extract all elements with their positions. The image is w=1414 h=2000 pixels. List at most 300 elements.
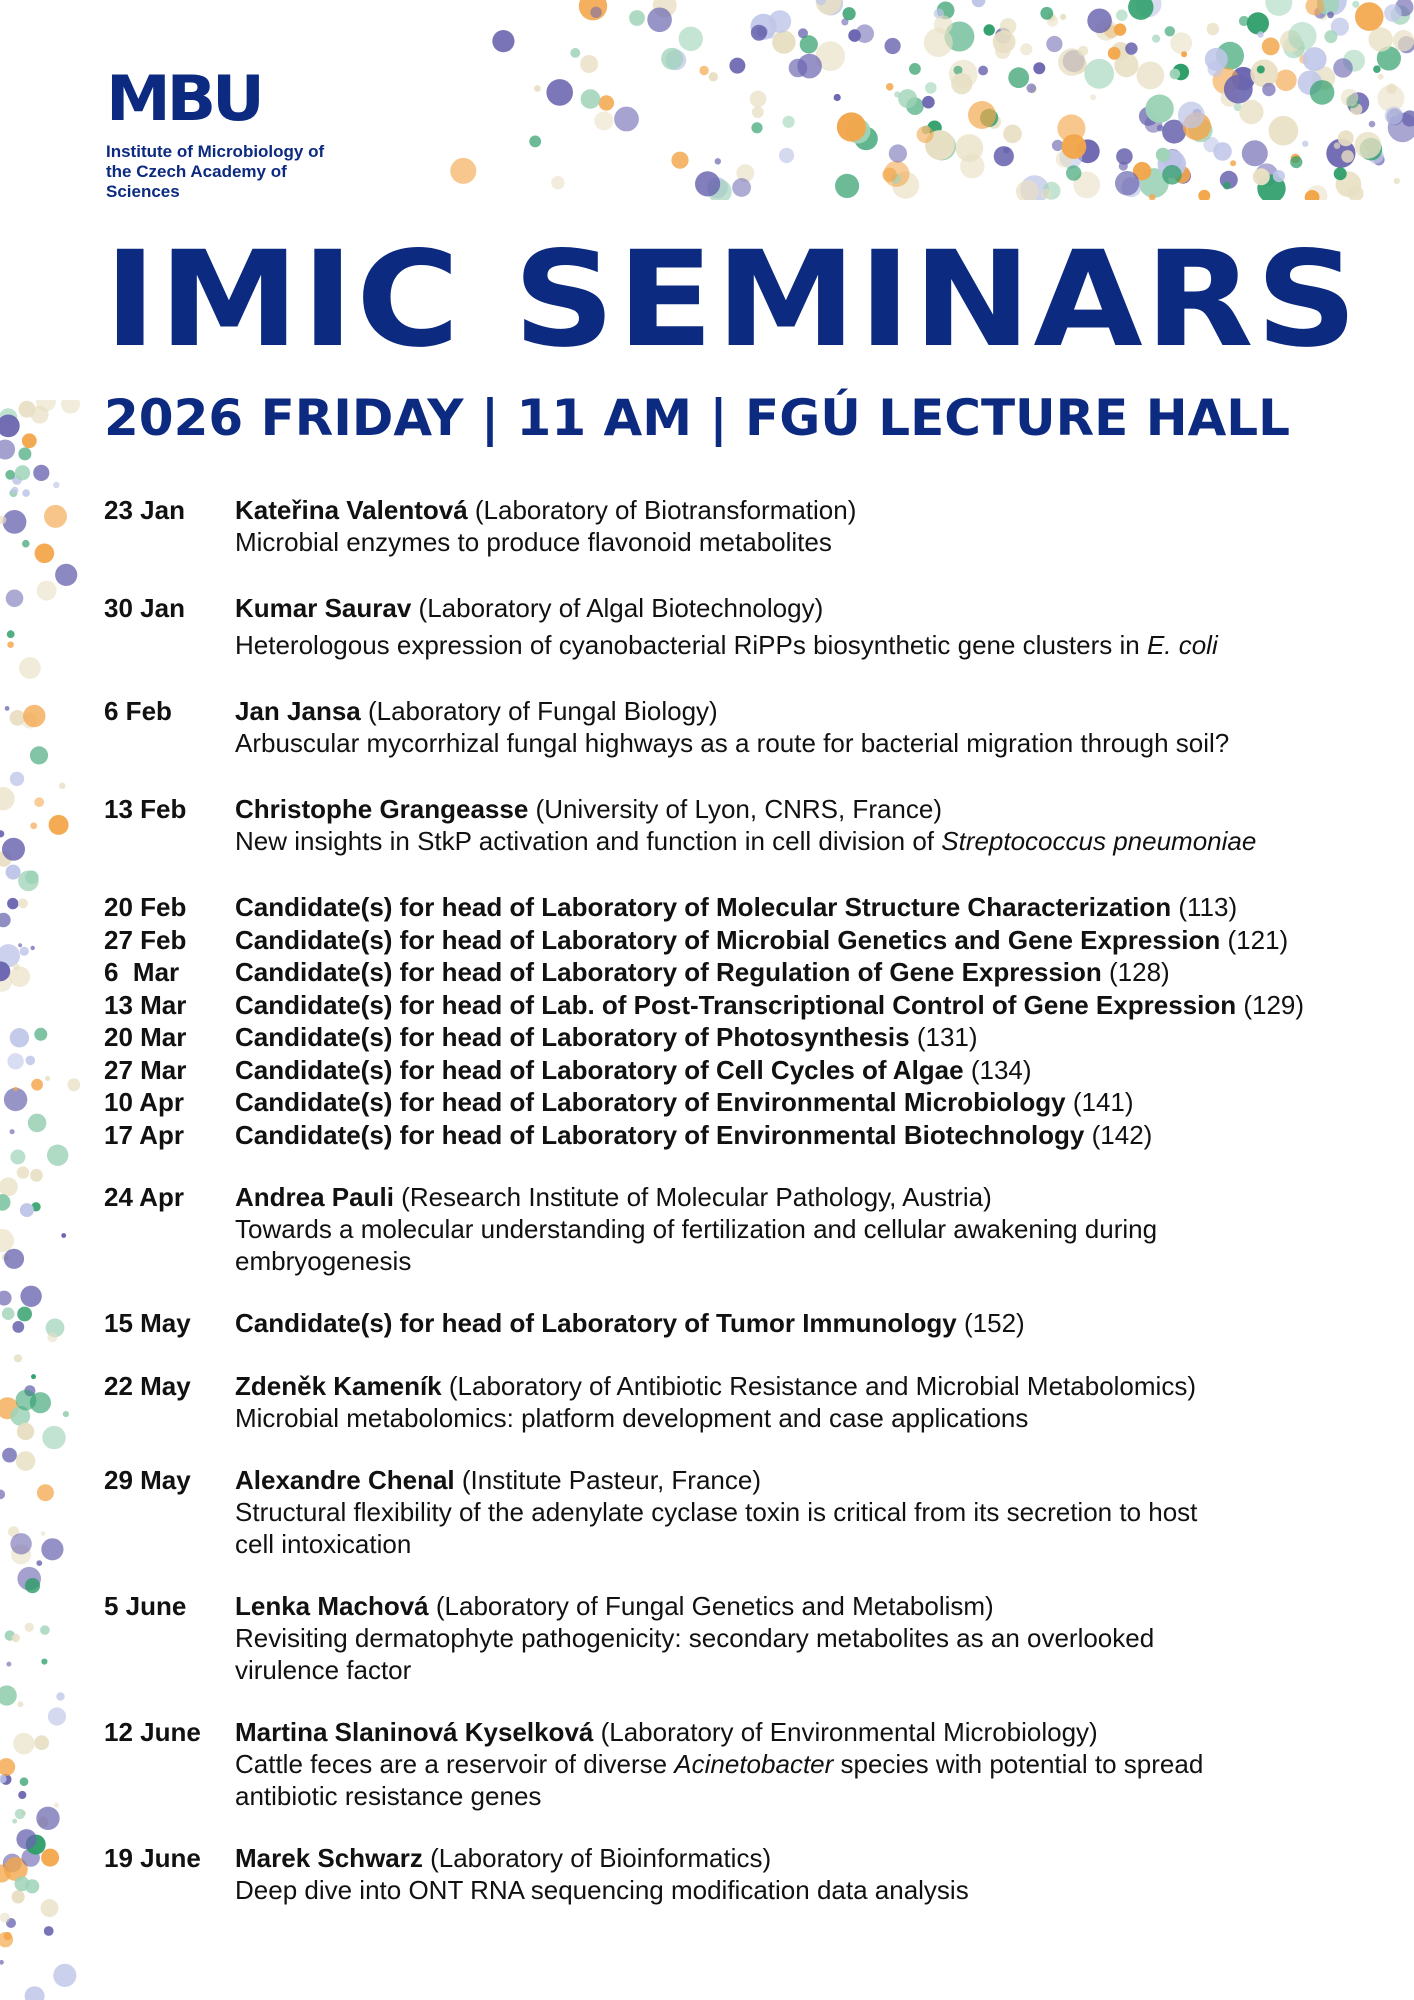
decorative-dot [1336, 171, 1362, 197]
decorative-dot [1257, 66, 1265, 74]
decorative-dot [1393, 30, 1414, 51]
decorative-dot [1162, 120, 1186, 144]
entry-date: 22 May [104, 1370, 191, 1401]
schedule-entry [104, 1716, 1384, 1812]
decorative-dot [6, 1918, 16, 1928]
decorative-dot [18, 1701, 24, 1707]
decorative-dot [1016, 180, 1039, 200]
decorative-dot [30, 746, 48, 764]
decorative-dot [1058, 48, 1086, 76]
decorative-dot [4, 1857, 28, 1881]
decorative-dot [45, 1076, 50, 1081]
decorative-dot [14, 1354, 22, 1362]
decorative-dot [1334, 167, 1347, 180]
speaker-name: Lenka Machová [235, 1590, 429, 1621]
decorative-dot [995, 44, 1010, 59]
decorative-dot [20, 1286, 41, 1307]
decorative-dot [25, 871, 38, 884]
decorative-dot [450, 158, 476, 184]
decorative-dot [30, 1169, 43, 1182]
decorative-dot [37, 1484, 54, 1501]
decorative-dot [61, 400, 80, 414]
entry-date: 10 Apr [104, 1087, 184, 1117]
decorative-dot [1183, 112, 1211, 140]
decorative-dot [1303, 47, 1327, 71]
talk-topic [235, 825, 1384, 857]
schedule-entry [104, 1464, 1384, 1560]
decorative-dot [1052, 140, 1063, 151]
decorative-dot [6, 865, 21, 880]
decorative-dot [7, 898, 18, 909]
decorative-dot [1239, 100, 1263, 124]
logo [106, 62, 336, 202]
decorative-dot [1047, 15, 1058, 26]
decorative-dot [1398, 36, 1414, 53]
decorative-dot [16, 1390, 37, 1411]
decorative-dot [1208, 61, 1224, 77]
decorative-dot [1384, 4, 1402, 22]
candidate-entry [104, 956, 1384, 989]
decorative-dot [4, 1932, 12, 1940]
decorative-dot [0, 1685, 17, 1705]
decorative-dot [1350, 103, 1362, 115]
decorative-dot [1250, 60, 1278, 88]
decorative-dot [13, 1087, 18, 1092]
decorative-dot [1320, 13, 1328, 21]
candidate-entry [104, 1307, 1384, 1340]
decorative-dot [1341, 150, 1354, 163]
decorative-dot [1060, 146, 1083, 169]
decorative-dot [1156, 148, 1170, 162]
speaker-affiliation: (Institute Pasteur, France) [454, 1464, 761, 1495]
decorative-dot [1314, 7, 1326, 19]
decorative-dot [1128, 0, 1153, 20]
speaker-affiliation: (Research Institute of Molecular Pathology, Austria) [393, 1182, 992, 1212]
schedule-entry [104, 1842, 1384, 1906]
decorative-dot [30, 1392, 51, 1413]
decorative-dot [594, 111, 613, 130]
decorative-dot [1033, 62, 1045, 74]
decorative-dot [17, 1307, 32, 1322]
decorative-dot [40, 1625, 50, 1635]
candidate-code: (131) [909, 1022, 978, 1052]
decorative-dot [949, 60, 978, 89]
schedule-entry [104, 793, 1384, 857]
decorative-dot [732, 178, 751, 197]
decorative-dot [1193, 109, 1202, 118]
decorative-dot [10, 1129, 15, 1134]
decorative-dot [882, 168, 896, 182]
decorative-dot [1121, 177, 1141, 197]
talk-topic: Arbuscular mycorrhizal fungal highways as a route for bacterial migration through soil? [235, 728, 1230, 758]
decorative-dot [772, 30, 795, 53]
decorative-dot [891, 174, 901, 184]
decorative-dot [906, 97, 924, 115]
decorative-dot [1020, 175, 1049, 200]
decorative-dot [16, 1451, 36, 1471]
decorative-dot [1207, 23, 1220, 36]
entry-date: 23 Jan [104, 495, 185, 525]
talk-topic: Revisiting dermatophyte pathogenicity: secondary metabolites as an overlooked [235, 1622, 1155, 1653]
entry-date: 17 Apr [104, 1119, 184, 1150]
decorative-dot [12, 1890, 25, 1903]
entry-date: 29 May [104, 1464, 191, 1495]
decorative-dot [30, 822, 37, 829]
decorative-dot [0, 1229, 14, 1252]
decorative-dot [1145, 115, 1163, 133]
decorative-dot [1119, 161, 1128, 170]
decorative-dot [0, 972, 12, 992]
schedule-entry [104, 1590, 1384, 1686]
decorative-dot [629, 10, 645, 26]
decorative-dot [38, 1817, 49, 1828]
entry-date: 27 Feb [104, 924, 187, 955]
decorative-dot [843, 7, 856, 20]
decorative-dot [909, 63, 921, 75]
decorative-dot [41, 1531, 46, 1536]
decorative-dot [1257, 31, 1263, 37]
decorative-dot [36, 400, 56, 411]
decorative-dot [15, 1876, 30, 1891]
candidate-entry [104, 924, 1384, 957]
candidate-entry [104, 1054, 1384, 1087]
decorative-dot [54, 1803, 59, 1808]
decorative-dot [1076, 139, 1100, 163]
decorative-dot [26, 1835, 46, 1855]
decorative-dot [1178, 102, 1205, 129]
decorative-dot [10, 1406, 30, 1426]
decorative-dot [31, 1079, 43, 1091]
decorative-dot [1341, 89, 1359, 107]
decorative-dot [1231, 67, 1255, 91]
decorative-dot [978, 66, 988, 76]
decorative-dot [15, 1809, 25, 1819]
decorative-dot [1136, 0, 1162, 17]
entry-date: 6 Mar [104, 957, 180, 987]
decorative-dot [925, 130, 955, 160]
entry-date: 30 Jan [104, 593, 185, 623]
decorative-dot [1060, 14, 1066, 20]
entry-date: 13 Feb [104, 794, 187, 824]
decorative-dot [1221, 89, 1239, 107]
decorative-dot [2, 1448, 17, 1463]
decorative-dot [1008, 67, 1029, 88]
decorative-dot [783, 116, 795, 128]
decorative-dot [937, 2, 955, 20]
decorative-dot [1003, 125, 1022, 144]
decorative-dot [1040, 7, 1053, 20]
candidate-title: Candidate(s) for head of Laboratory of Environmental Microbiology [235, 1087, 1066, 1117]
decorative-dot [44, 1926, 54, 1936]
decorative-dot [1373, 65, 1381, 73]
candidate-entry [104, 1086, 1384, 1119]
decorative-dot [924, 28, 953, 57]
decorative-dot [708, 180, 732, 200]
decorative-dot [5, 1630, 15, 1640]
schedule-entry [104, 1181, 1384, 1277]
decorative-dot [1257, 174, 1285, 200]
decorative-dot [736, 164, 754, 182]
decorative-dot [834, 94, 841, 101]
decorative-dot [980, 109, 998, 127]
candidate-title: Candidate(s) for head of Laboratory of Photosynthesis [235, 1022, 910, 1052]
decorative-dot [960, 154, 984, 178]
decorative-dot [17, 1567, 41, 1591]
candidate-code: (113) [1171, 892, 1238, 922]
decorative-dot [666, 50, 687, 71]
decorative-dot [1242, 140, 1268, 166]
decorative-dot [0, 440, 15, 460]
decorative-dot [1087, 8, 1112, 33]
decorative-dot [47, 1332, 57, 1342]
decorative-dot [1137, 62, 1165, 90]
decorative-dot [599, 95, 614, 110]
decorative-dot [31, 1374, 36, 1379]
decorative-dot [53, 482, 59, 488]
decorative-dot [529, 136, 541, 148]
decorative-dot [994, 146, 1014, 166]
decorative-dot [1262, 38, 1280, 56]
decorative-dot [671, 152, 688, 169]
decorative-dot [841, 18, 848, 25]
decorative-dot [1181, 51, 1187, 57]
decorative-dot [1364, 137, 1378, 151]
talk-topic: Microbial metabolomics: platform development and case applications [235, 1402, 1029, 1433]
decorative-dot [0, 1194, 11, 1211]
entry-date: 13 Mar [104, 989, 187, 1020]
decorative-dot [36, 1807, 59, 1830]
decorative-dot [1298, 71, 1322, 95]
entry-date: 19 June [104, 1842, 201, 1873]
decorative-dot [1115, 171, 1139, 195]
decorative-dot [1333, 58, 1353, 78]
decorative-dot [18, 898, 28, 908]
decorative-dot [1149, 194, 1156, 200]
decorative-dot [1299, 55, 1308, 64]
decorative-dot [955, 134, 983, 162]
decorative-dot [492, 30, 514, 52]
decorative-dot [0, 1291, 12, 1306]
decorative-dot [954, 66, 963, 75]
decorative-dot [581, 89, 601, 109]
decorative-dot [1027, 83, 1037, 93]
decorative-dot [534, 85, 541, 92]
decorative-dot [31, 406, 49, 424]
candidate-block [104, 891, 1384, 1151]
decorative-dot [917, 126, 934, 143]
decorative-dot [1173, 64, 1190, 81]
decorative-dot [1162, 149, 1182, 169]
schedule-entry [104, 494, 1384, 558]
decorative-dot [36, 1560, 42, 1566]
candidate-code: (129) [1236, 989, 1305, 1020]
decorative-dot [1317, 0, 1339, 15]
decorative-dot [63, 1411, 69, 1417]
decorative-dot [1305, 190, 1320, 200]
decorative-dot [15, 465, 30, 480]
decorative-dot [1, 1774, 12, 1785]
decorative-dot [1062, 134, 1087, 159]
decorative-dot [1377, 85, 1404, 112]
decorative-dot [1162, 165, 1182, 185]
talk-topic-species: Acinetobacter [674, 1748, 834, 1779]
talk-topic-cont: embryogenesis [235, 1246, 412, 1276]
decorative-dot [679, 27, 703, 51]
decorative-dot [1307, 185, 1328, 200]
decorative-dot [995, 28, 1011, 44]
decorative-dot [0, 1913, 10, 1923]
decorative-dot [1063, 50, 1085, 72]
decorative-dot [10, 710, 26, 726]
decorative-dot [1312, 66, 1336, 90]
decorative-dot [933, 132, 953, 152]
decorative-dot [56, 1692, 64, 1700]
talk-topic-text: species with potential to spread [833, 1748, 1204, 1779]
speaker-affiliation: (Laboratory of Environmental Microbiology) [593, 1716, 1098, 1747]
decorative-dot [798, 28, 808, 38]
decorative-dot [1043, 182, 1061, 200]
candidate-code: (128) [1101, 957, 1170, 987]
decorative-dot [928, 132, 956, 160]
talk-topic [235, 1748, 1384, 1780]
decorative-dot [34, 797, 44, 807]
decorative-dot [1139, 168, 1169, 198]
entry-date: 5 June [104, 1590, 187, 1621]
decorative-dot [1173, 166, 1190, 183]
decorative-dot [0, 1177, 18, 1196]
decorative-dot [1247, 12, 1269, 34]
decorative-dot [750, 14, 776, 40]
decorative-dot [1352, 1, 1359, 8]
decorative-dot [17, 1166, 29, 1178]
decorative-dot [889, 144, 907, 162]
decorative-dot [1189, 118, 1213, 142]
decorative-dot [1326, 139, 1355, 168]
decorative-dot [1306, 0, 1325, 15]
decorative-dot [0, 408, 17, 426]
decorative-dot [12, 1819, 17, 1824]
decorative-dot [1402, 110, 1414, 126]
decorative-dot [1269, 116, 1299, 146]
decorative-dot [1165, 26, 1175, 36]
decorative-dot [22, 489, 30, 497]
decorative-dot [837, 112, 866, 141]
decorative-dot [37, 581, 57, 601]
decorative-dot [1338, 130, 1354, 146]
candidate-title: Candidate(s) for head of Laboratory of Cell Cycles of Algae [235, 1054, 964, 1085]
decorative-dot [1275, 70, 1297, 92]
schedule-entry [104, 695, 1384, 759]
logo-institute-name: Institute of Microbiology of the Czech Academy of Sciences [106, 142, 325, 201]
decorative-dot [0, 1758, 15, 1776]
decorative-dot [551, 176, 564, 189]
entry-date: 15 May [104, 1308, 191, 1338]
decorative-dot [31, 946, 35, 950]
entry-date: 24 Apr [104, 1182, 184, 1212]
decorative-dot [934, 8, 944, 18]
decorative-dot [34, 1028, 47, 1041]
decorative-dot [1234, 103, 1242, 111]
speaker-affiliation: (Laboratory of Antibiotic Resistance and Microbial Metabolomics) [441, 1370, 1196, 1401]
schedule-entry [104, 1370, 1384, 1434]
decorative-dot [41, 1849, 59, 1867]
decorative-dot [1216, 42, 1244, 70]
decorative-dot [1283, 37, 1305, 59]
decorative-dot [1369, 27, 1393, 51]
talk-topic-cont: cell intoxication [235, 1528, 412, 1559]
speaker-affiliation: (Laboratory of Bioinformatics) [422, 1842, 772, 1873]
decorative-dot [41, 1659, 47, 1665]
decorative-dot [1373, 154, 1384, 165]
decorative-dot [816, 0, 826, 5]
decorative-dot [59, 783, 66, 790]
decorative-dot [1369, 121, 1376, 128]
decorative-dot [614, 107, 639, 132]
decorative-dot [751, 122, 762, 133]
decorative-dot [21, 713, 37, 729]
decorative-dot [0, 1397, 19, 1419]
candidate-code: (121) [1220, 924, 1289, 955]
decorative-dot [1111, 42, 1130, 61]
decorative-dot [44, 505, 67, 528]
decorative-dot [20, 947, 29, 956]
decorative-dot [1114, 53, 1138, 77]
decorative-dot [21, 1811, 26, 1816]
speaker-name: Kumar Saurav [235, 593, 412, 623]
decorative-dot [18, 447, 31, 460]
talk-topic-text: Heterologous expression of cyanobacterial RiPPs biosynthetic gene clusters in [235, 630, 1147, 660]
speaker-name: Zdeněk Kameník [235, 1370, 442, 1401]
decorative-dot [0, 830, 4, 837]
decorative-dot [1198, 190, 1210, 200]
decorative-dot [1388, 113, 1414, 143]
decorative-dot [6, 1662, 11, 1667]
decorative-dot [68, 1078, 81, 1091]
decorative-dot [6, 590, 24, 608]
entry-date: 27 Mar [104, 1054, 187, 1085]
decorative-dot [7, 1053, 23, 1069]
talk-topic-cont: virulence factor [235, 1654, 412, 1685]
decorative-dot [9, 489, 17, 497]
decorative-dot [1084, 59, 1114, 89]
decorative-dot [767, 32, 773, 38]
decorative-dots-left [0, 400, 80, 2000]
decorative-dot [4, 1249, 24, 1269]
decorative-dot [22, 540, 30, 548]
decorative-dot [1293, 44, 1305, 56]
decorative-dot [13, 1733, 35, 1755]
decorative-dot [1377, 46, 1401, 70]
talk-topic: Towards a molecular understanding of fertilization and cellular awakening during [235, 1214, 1158, 1244]
decorative-dot [819, 0, 843, 15]
decorative-dot [1170, 32, 1192, 54]
decorative-dot [0, 1775, 7, 1783]
decorative-dot [1291, 154, 1301, 164]
decorative-dot [0, 516, 6, 525]
decorative-dot [1391, 108, 1400, 117]
decorative-dot [951, 73, 972, 94]
decorative-dot [9, 966, 30, 987]
decorative-dot [1223, 182, 1231, 190]
entry-date: 12 June [104, 1716, 201, 1747]
talk-topic-species: Streptococcus pneumoniae [941, 826, 1257, 856]
decorative-dot [709, 72, 718, 81]
decorative-dot [855, 24, 874, 43]
candidate-code: (152) [956, 1308, 1025, 1338]
decorative-dot [1003, 147, 1009, 153]
decorative-dot [1331, 18, 1349, 36]
decorative-dot [0, 415, 20, 438]
